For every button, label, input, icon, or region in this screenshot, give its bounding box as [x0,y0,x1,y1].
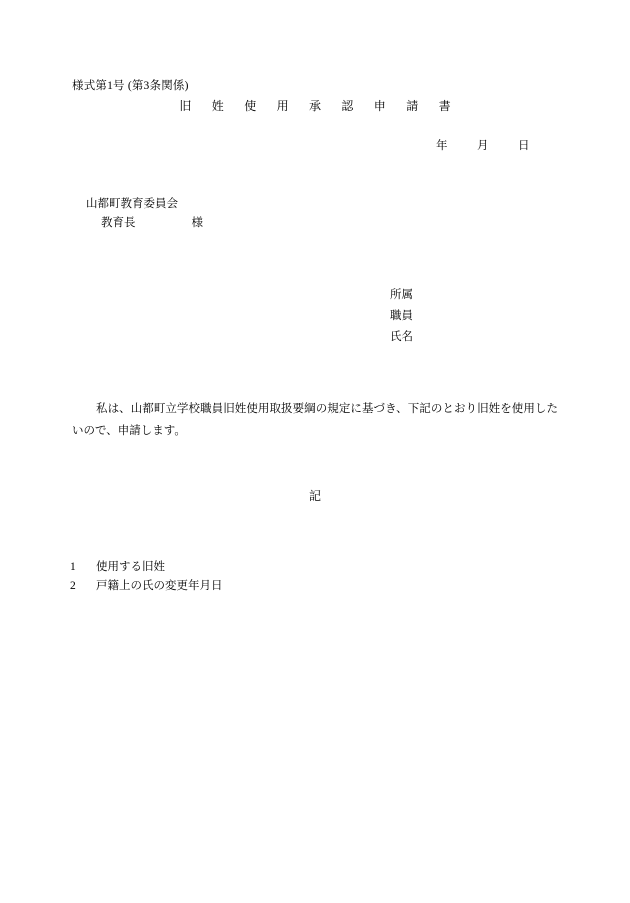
date-day-label: 日 [518,140,530,152]
date-month-label: 月 [477,140,489,152]
list-item-label: 使用する旧姓 [96,561,165,573]
list-item-number: 2 [70,580,76,592]
item-list [70,558,223,596]
ki-heading: 記 [308,489,321,503]
page-title: 旧 姓 使 用 承 認 申 請 書 [179,99,455,113]
addressee-honorific: 様 [191,217,203,229]
applicant-name-label: 氏名 [390,331,413,343]
form-number: 様式第1号 (第3条関係) [72,80,189,92]
applicant-fields [390,285,413,348]
list-item [70,577,223,596]
body-paragraph: 私は、山都町立学校職員旧姓使用取扱要綱の規定に基づき、下記のとおり旧姓を使用したいので、申請します。 [72,403,558,437]
applicant-affiliation-label: 所属 [390,289,413,301]
list-item-label: 戸籍上の氏の変更年月日 [96,580,223,592]
addressee-title-row [101,214,203,230]
addressee-organization: 山都町教育委員会 [86,198,178,210]
applicant-position-label: 職員 [390,310,413,322]
list-item-number: 1 [70,561,76,573]
addressee-title: 教育長 [101,217,136,229]
list-item [70,558,223,577]
date-year-label: 年 [436,140,448,152]
